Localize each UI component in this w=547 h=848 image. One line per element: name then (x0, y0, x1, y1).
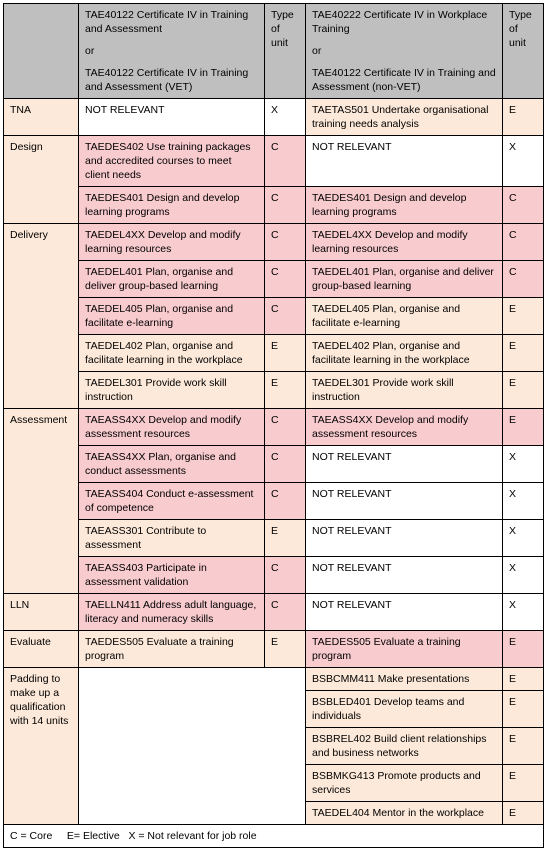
nonvet-unit: TAEDEL404 Mentor in the workplace (306, 802, 503, 825)
table-row (4, 557, 544, 594)
nonvet-unit-type: E (503, 802, 544, 825)
category-padding: Padding to make up a qualification with 14 units (4, 668, 79, 825)
nonvet-unit-type: E (503, 335, 544, 372)
vet-unit: NOT RELEVANT (79, 99, 265, 136)
table-row (4, 631, 544, 668)
nonvet-unit: NOT RELEVANT (306, 483, 503, 520)
vet-unit-type: E (265, 335, 306, 372)
nonvet-unit-type: X (503, 136, 544, 187)
category-evaluate: Evaluate (4, 631, 79, 668)
vet-unit: TAEDEL405 Plan, organise and facilitate e-learning (79, 298, 265, 335)
vet-unit: TAEDEL4XX Develop and modify learning resources (79, 224, 265, 261)
vet-unit-type: C (265, 187, 306, 224)
vet-unit: TAEASS4XX Develop and modify assessment resources (79, 409, 265, 446)
nonvet-unit-type: C (503, 224, 544, 261)
vet-unit-type: C (265, 446, 306, 483)
nonvet-unit-type: X (503, 446, 544, 483)
nonvet-unit-type: E (503, 728, 544, 765)
header-col3-line2: TAE40122 Certificate IV in Training and Assessment (non-VET) (312, 67, 496, 93)
nonvet-unit: NOT RELEVANT (306, 557, 503, 594)
vet-unit-type: E (265, 631, 306, 668)
empty-vet-cell (79, 668, 306, 825)
nonvet-unit: BSBCMM411 Make presentations (306, 668, 503, 691)
vet-unit: TAEASS301 Contribute to assessment (79, 520, 265, 557)
nonvet-unit-type: E (503, 691, 544, 728)
category-delivery: Delivery (4, 224, 79, 409)
table-row (4, 99, 544, 136)
nonvet-unit: TAEDEL4XX Develop and modify learning resources (306, 224, 503, 261)
vet-unit-type: C (265, 409, 306, 446)
vet-unit-type: C (265, 483, 306, 520)
table-row (4, 136, 544, 187)
nonvet-unit: TAEDEL301 Provide work skill instruction (306, 372, 503, 409)
header-type-of-unit-1: Type of unit (265, 4, 306, 99)
qualification-comparison-table (3, 3, 544, 848)
table-row (4, 298, 544, 335)
nonvet-unit: TAEDES505 Evaluate a training program (306, 631, 503, 668)
vet-unit: TAEDES402 Use training packages and accredited courses to meet client needs (79, 136, 265, 187)
table-row (4, 261, 544, 298)
vet-unit-type: C (265, 224, 306, 261)
table-row (4, 335, 544, 372)
header-col1-line1: TAE40122 Certificate IV in Training and Assessment (85, 9, 249, 35)
nonvet-unit: TAEDEL405 Plan, organise and facilitate e-learning (306, 298, 503, 335)
table-row (4, 372, 544, 409)
header-col1-line2: TAE40122 Certificate IV in Training and Assessment (VET) (85, 67, 249, 93)
table-row (4, 446, 544, 483)
nonvet-unit: TAETAS501 Undertake organisational training needs analysis (306, 99, 503, 136)
table-row (4, 520, 544, 557)
nonvet-unit-type: X (503, 594, 544, 631)
vet-unit: TAEASS404 Conduct e-assessment of competence (79, 483, 265, 520)
nonvet-unit-type: C (503, 261, 544, 298)
vet-unit-type: E (265, 372, 306, 409)
vet-unit-type: C (265, 298, 306, 335)
nonvet-unit-type: E (503, 668, 544, 691)
category-assessment: Assessment (4, 409, 79, 594)
vet-unit-type: C (265, 594, 306, 631)
nonvet-unit-type: X (503, 557, 544, 594)
vet-unit: TAELLN411 Address adult language, literacy and numeracy skills (79, 594, 265, 631)
vet-unit: TAEDEL402 Plan, organise and facilitate learning in the workplace (79, 335, 265, 372)
nonvet-unit: TAEDEL401 Plan, organise and deliver group-based learning (306, 261, 503, 298)
nonvet-unit: NOT RELEVANT (306, 136, 503, 187)
nonvet-unit: BSBLED401 Develop teams and individuals (306, 691, 503, 728)
table-row (4, 483, 544, 520)
header-row (4, 4, 544, 99)
nonvet-unit: TAEDES401 Design and develop learning programs (306, 187, 503, 224)
nonvet-unit: NOT RELEVANT (306, 446, 503, 483)
nonvet-unit: NOT RELEVANT (306, 520, 503, 557)
nonvet-unit-type: E (503, 409, 544, 446)
header-vet-qualification (79, 4, 265, 99)
header-nonvet-qualification (306, 4, 503, 99)
nonvet-unit: BSBMKG413 Promote products and services (306, 765, 503, 802)
vet-unit-type: C (265, 557, 306, 594)
category-lln: LLN (4, 594, 79, 631)
nonvet-unit-type: E (503, 765, 544, 802)
table-row (4, 668, 544, 691)
nonvet-unit-type: E (503, 372, 544, 409)
nonvet-unit: TAEASS4XX Develop and modify assessment resources (306, 409, 503, 446)
category-tna: TNA (4, 99, 79, 136)
vet-unit: TAEASS4XX Plan, organise and conduct assessments (79, 446, 265, 483)
header-col3-or: or (312, 45, 322, 57)
table-row (4, 594, 544, 631)
nonvet-unit-type: X (503, 520, 544, 557)
table-row (4, 187, 544, 224)
legend-row (4, 825, 544, 848)
header-category (4, 4, 79, 99)
nonvet-unit: TAEDEL402 Plan, organise and facilitate learning in the workplace (306, 335, 503, 372)
nonvet-unit-type: C (503, 187, 544, 224)
vet-unit-type: C (265, 136, 306, 187)
nonvet-unit-type: E (503, 631, 544, 668)
header-col1-or: or (85, 45, 95, 57)
vet-unit: TAEASS403 Participate in assessment validation (79, 557, 265, 594)
vet-unit-type: C (265, 261, 306, 298)
header-type-of-unit-2: Type of unit (503, 4, 544, 99)
category-design: Design (4, 136, 79, 224)
vet-unit: TAEDEL401 Plan, organise and deliver group-based learning (79, 261, 265, 298)
vet-unit: TAEDES401 Design and develop learning programs (79, 187, 265, 224)
vet-unit: TAEDEL301 Provide work skill instruction (79, 372, 265, 409)
nonvet-unit-type: E (503, 298, 544, 335)
table-row (4, 409, 544, 446)
vet-unit-type: X (265, 99, 306, 136)
header-col3-line1: TAE40222 Certificate IV in Workplace Training (312, 9, 488, 35)
nonvet-unit: NOT RELEVANT (306, 594, 503, 631)
nonvet-unit-type: E (503, 99, 544, 136)
vet-unit: TAEDES505 Evaluate a training program (79, 631, 265, 668)
nonvet-unit-type: X (503, 483, 544, 520)
legend-text: C = Core E= Elective X = Not relevant for job role (4, 825, 544, 848)
table-row (4, 224, 544, 261)
vet-unit-type: E (265, 520, 306, 557)
nonvet-unit: BSBREL402 Build client relationships and business networks (306, 728, 503, 765)
